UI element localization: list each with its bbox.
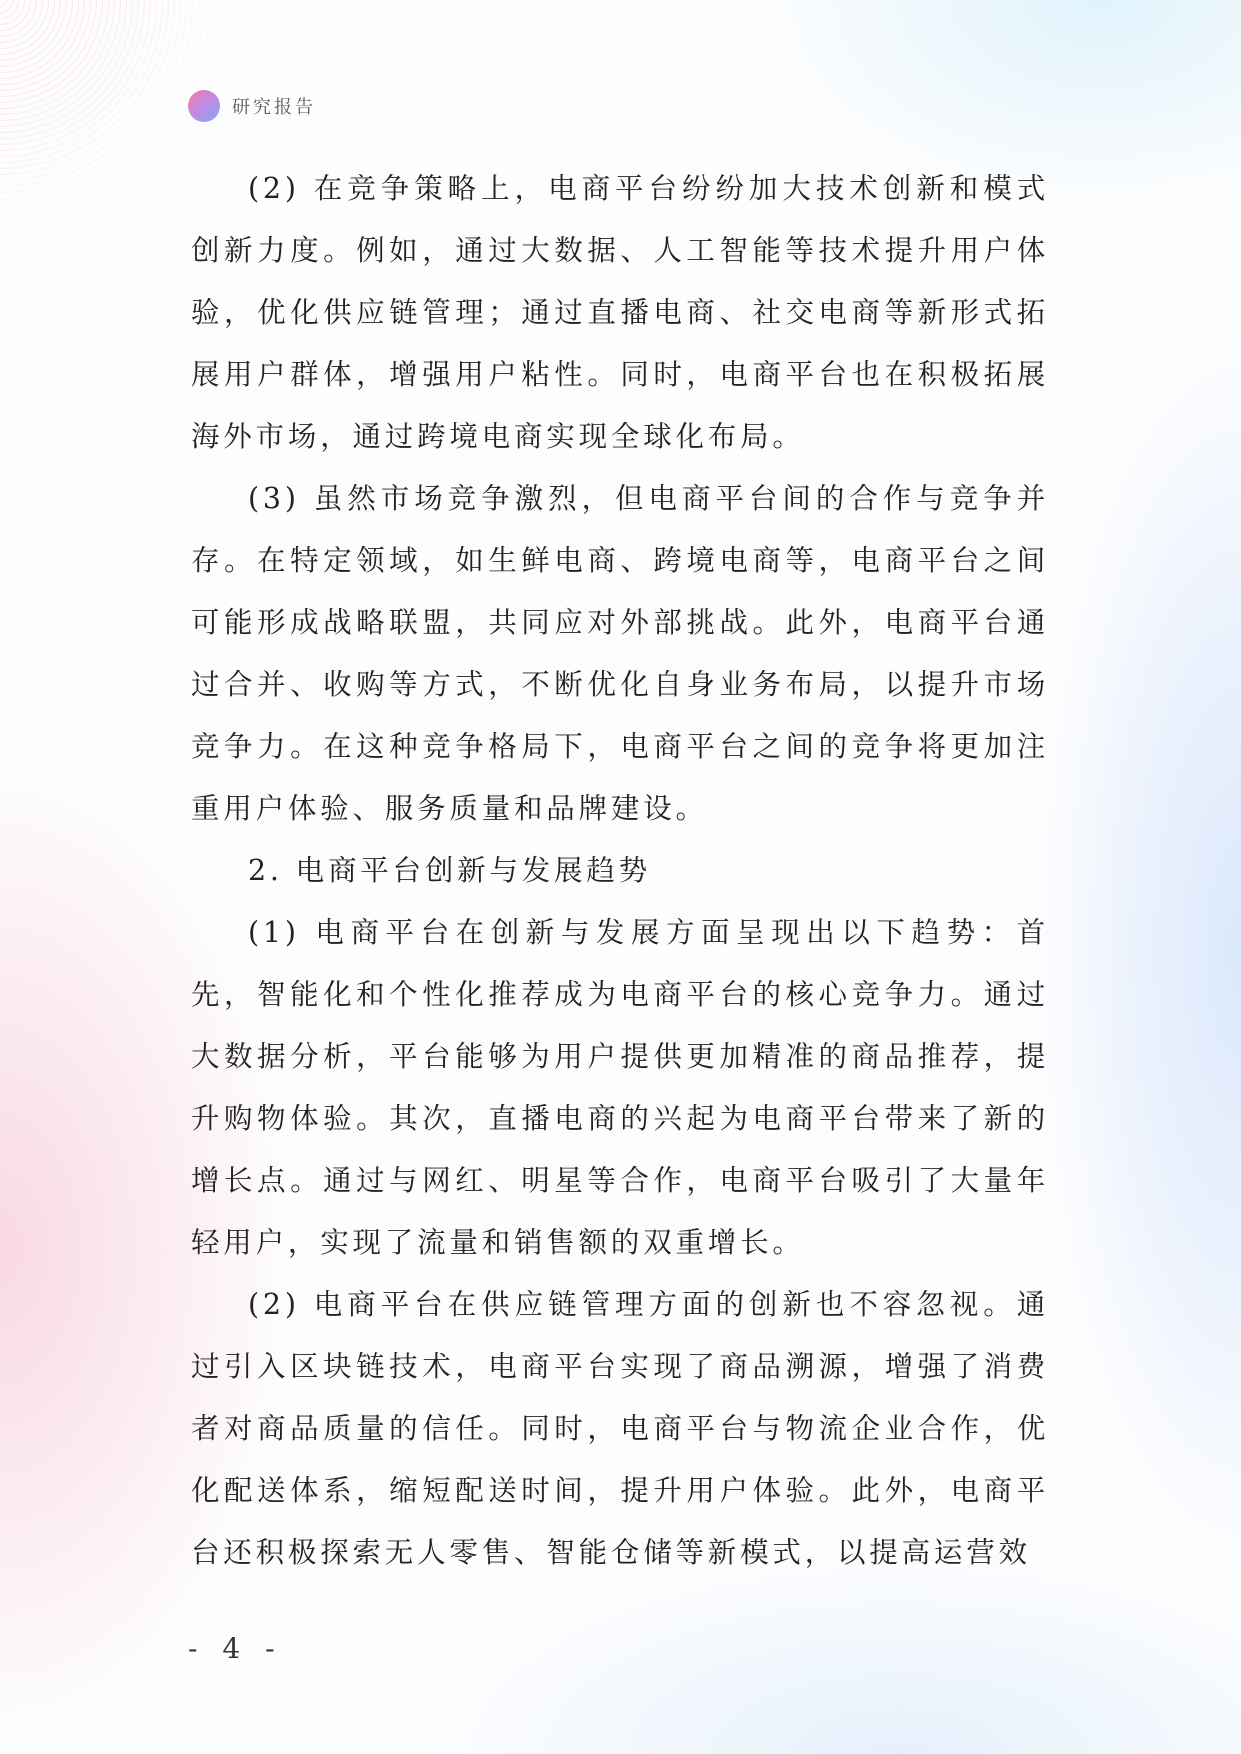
header-label: 研究报告 bbox=[232, 97, 316, 118]
paragraph: (1) 电商平台在创新与发展方面呈现出以下趋势：首先，智能化和个性化推荐成为电商平台的核心竞争力。通过大数据分析，平台能够为用户提供更加精准的商品推荐，提升购物体验。其次，直播电商的兴起为电商平台带来了新的增长点。通过与网红、明星等合作，电商平台吸引了大量年轻用户，实现了流量和销售额的双重增长。 bbox=[191, 916, 1049, 1259]
paragraph: (2) 在竞争策略上，电商平台纷纷加大技术创新和模式创新力度。例如，通过大数据、人工智能等技术提升用户体验，优化供应链管理；通过直播电商、社交电商等新形式拓展用户群体，增强用户粘性。同时，电商平台也在积极拓展海外市场，通过跨境电商实现全球化布局。 bbox=[191, 172, 1049, 453]
logo-icon bbox=[188, 90, 220, 122]
paragraph: (2) 电商平台在供应链管理方面的创新也不容忽视。通过引入区块链技术，电商平台实现了商品溯源，增强了消费者对商品质量的信任。同时，电商平台与物流企业合作，优化配送体系，缩短配送时间，提升用户体验。此外，电商平台还积极探索无人零售、智能仓储等新模式，以提高运营效 bbox=[191, 1288, 1049, 1569]
section-heading: 2. 电商平台创新与发展趋势 bbox=[248, 854, 651, 887]
page-header bbox=[188, 90, 316, 122]
paragraph: (3) 虽然市场竞争激烈，但电商平台间的合作与竞争并存。在特定领域，如生鲜电商、跨境电商等，电商平台之间可能形成战略联盟，共同应对外部挑战。此外，电商平台通过合并、收购等方式，不断优化自身业务布局，以提升市场竞争力。在这种竞争格局下，电商平台之间的竞争将更加注重用户体验、服务质量和品牌建设。 bbox=[191, 482, 1049, 825]
page-number: - 4 - bbox=[188, 1632, 283, 1665]
document-body bbox=[191, 158, 1049, 1584]
